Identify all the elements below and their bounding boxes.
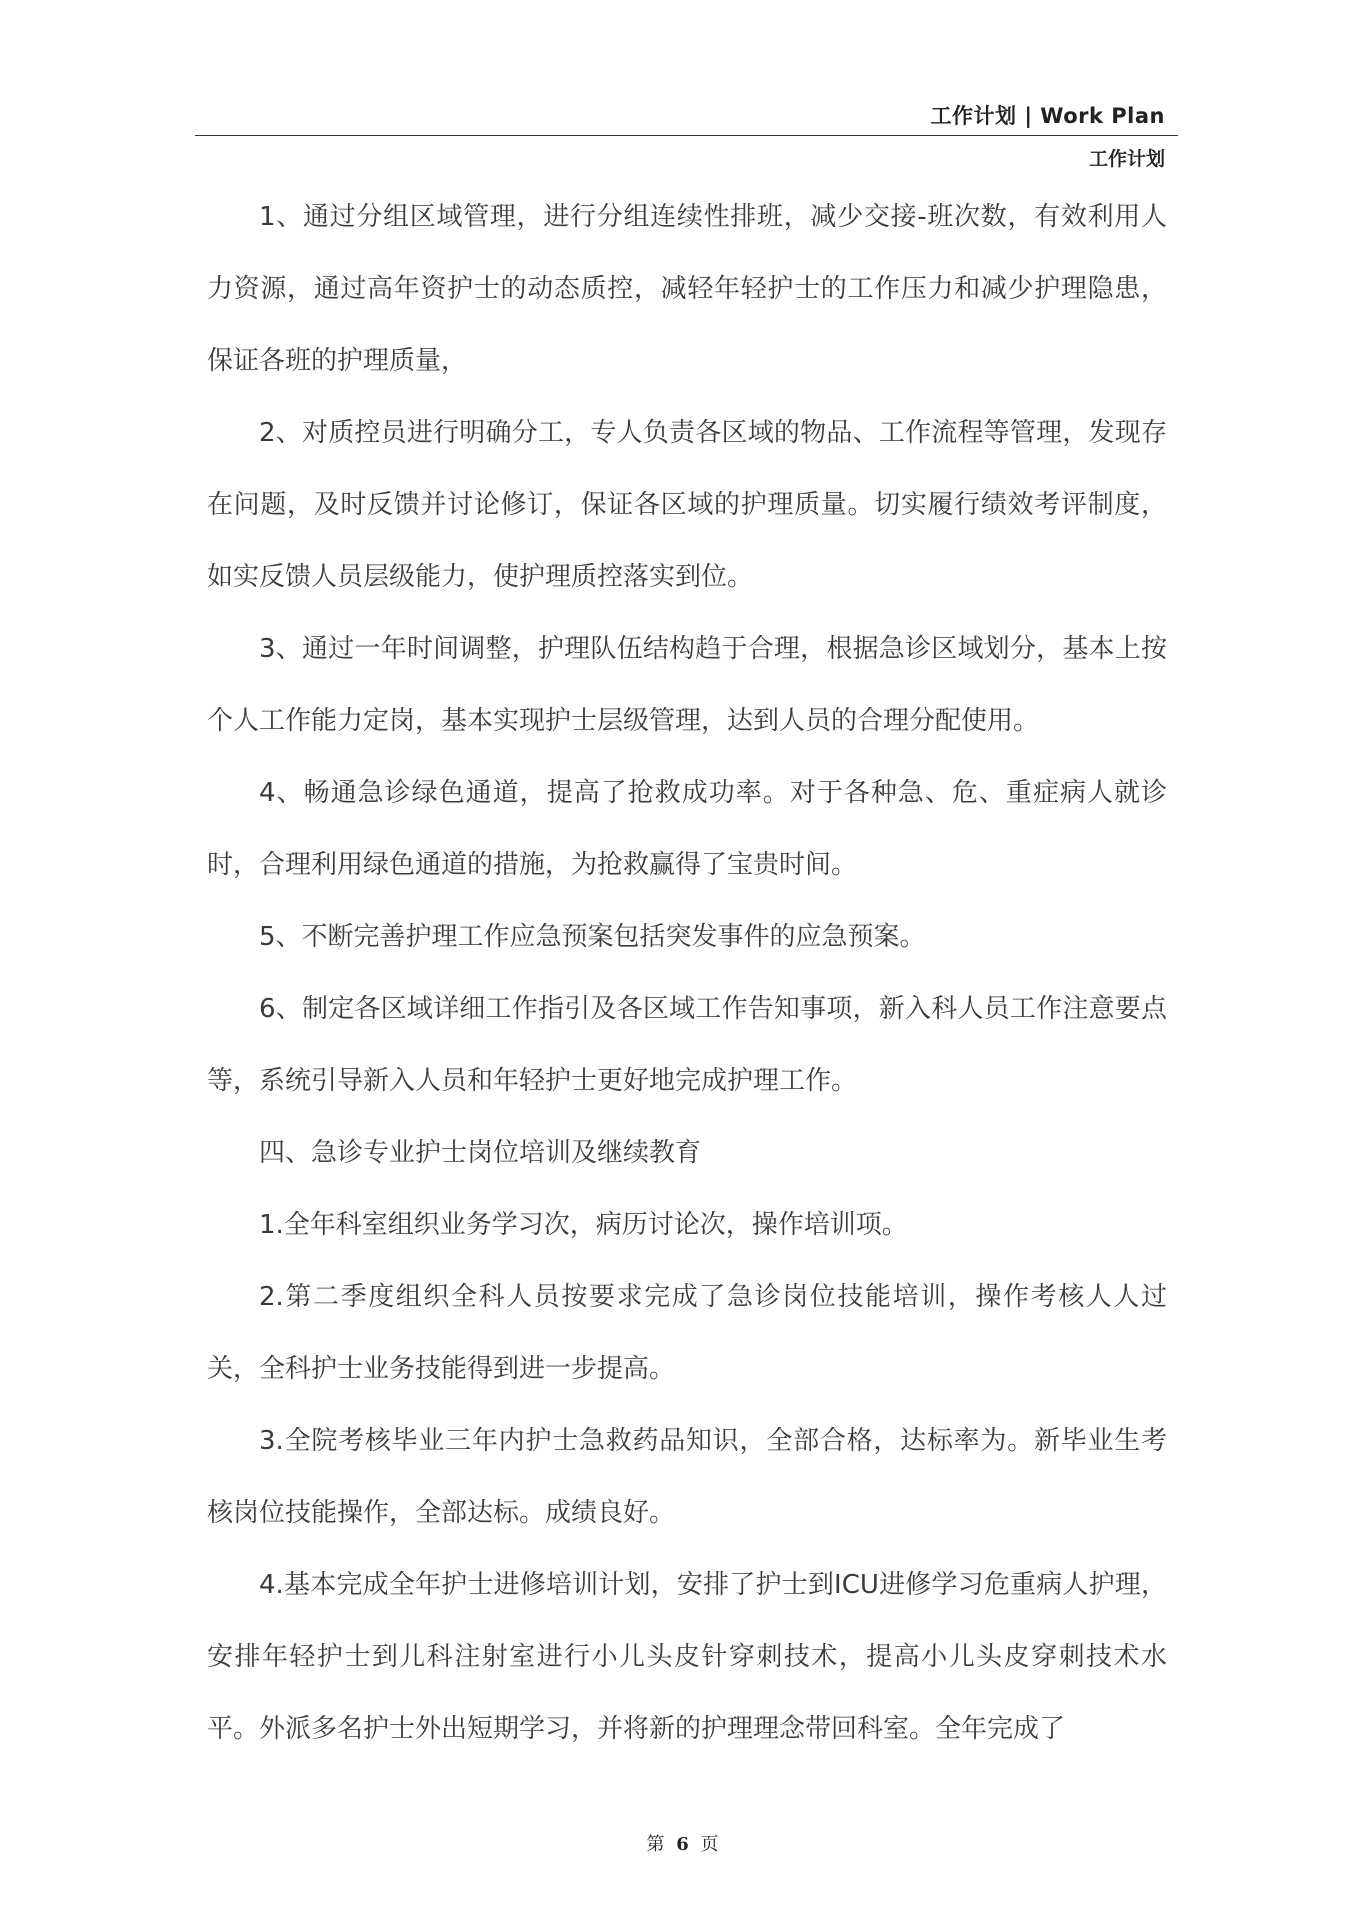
paragraph-3: 3、通过一年时间调整，护理队伍结构趋于合理，根据急诊区域划分，基本上按个人工作能力定岗，基本实现护士层级管理，达到人员的合理分配使用。	[207, 634, 1167, 736]
paragraph-5: 5、不断完善护理工作应急预案包括突发事件的应急预案。	[259, 922, 926, 952]
paragraph-8: 2.第二季度组织全科人员按要求完成了急诊岗位技能培训，操作考核人人过关，全科护士业务技能得到进一步提高。	[207, 1282, 1167, 1384]
paragraph-9: 3.全院考核毕业三年内护士急救药品知识，全部合格，达标率为。新毕业生考核岗位技能操作，全部达标。成绩良好。	[207, 1426, 1167, 1528]
header-title: 工作计划 | Work Plan	[930, 104, 1165, 128]
footer-suffix: 页	[700, 1834, 719, 1855]
header-divider	[195, 135, 1178, 136]
paragraph-2: 2、对质控员进行明确分工，专人负责各区域的物品、工作流程等管理，发现存在问题，及时反馈并讨论修订，保证各区域的护理质量。切实履行绩效考评制度，如实反馈人员层级能力，使护理质控落实到位。	[207, 418, 1167, 592]
document-body	[207, 181, 1167, 1765]
paragraph-7: 1.全年科室组织业务学习次，病历讨论次，操作培训项。	[259, 1210, 908, 1240]
paragraph-1: 1、通过分组区域管理，进行分组连续性排班，减少交接-班次数，有效利用人力资源，通过高年资护士的动态质控，减轻年轻护士的工作压力和减少护理隐患，保证各班的护理质量，	[207, 202, 1167, 376]
header-subtitle: 工作计划	[1088, 148, 1165, 170]
paragraph-6: 6、制定各区域详细工作指引及各区域工作告知事项，新入科人员工作注意要点等，系统引导新入人员和年轻护士更好地完成护理工作。	[207, 994, 1167, 1096]
section-heading: 四、急诊专业护士岗位培训及继续教育	[259, 1138, 702, 1168]
paragraph-4: 4、畅通急诊绿色通道，提高了抢救成功率。对于各种急、危、重症病人就诊时，合理利用绿色通道的措施，为抢救赢得了宝贵时间。	[207, 778, 1167, 880]
page-number: 6	[676, 1834, 689, 1855]
page-footer	[0, 1830, 1365, 1856]
paragraph-10: 4.基本完成全年护士进修培训计划，安排了护士到ICU进修学习危重病人护理，安排年轻护士到儿科注射室进行小儿头皮针穿刺技术，提高小儿头皮穿刺技术水平。外派多名护士外出短期学习，并将新的护理理念带回科室。全年完成了	[207, 1570, 1167, 1744]
footer-prefix: 第	[646, 1834, 665, 1855]
